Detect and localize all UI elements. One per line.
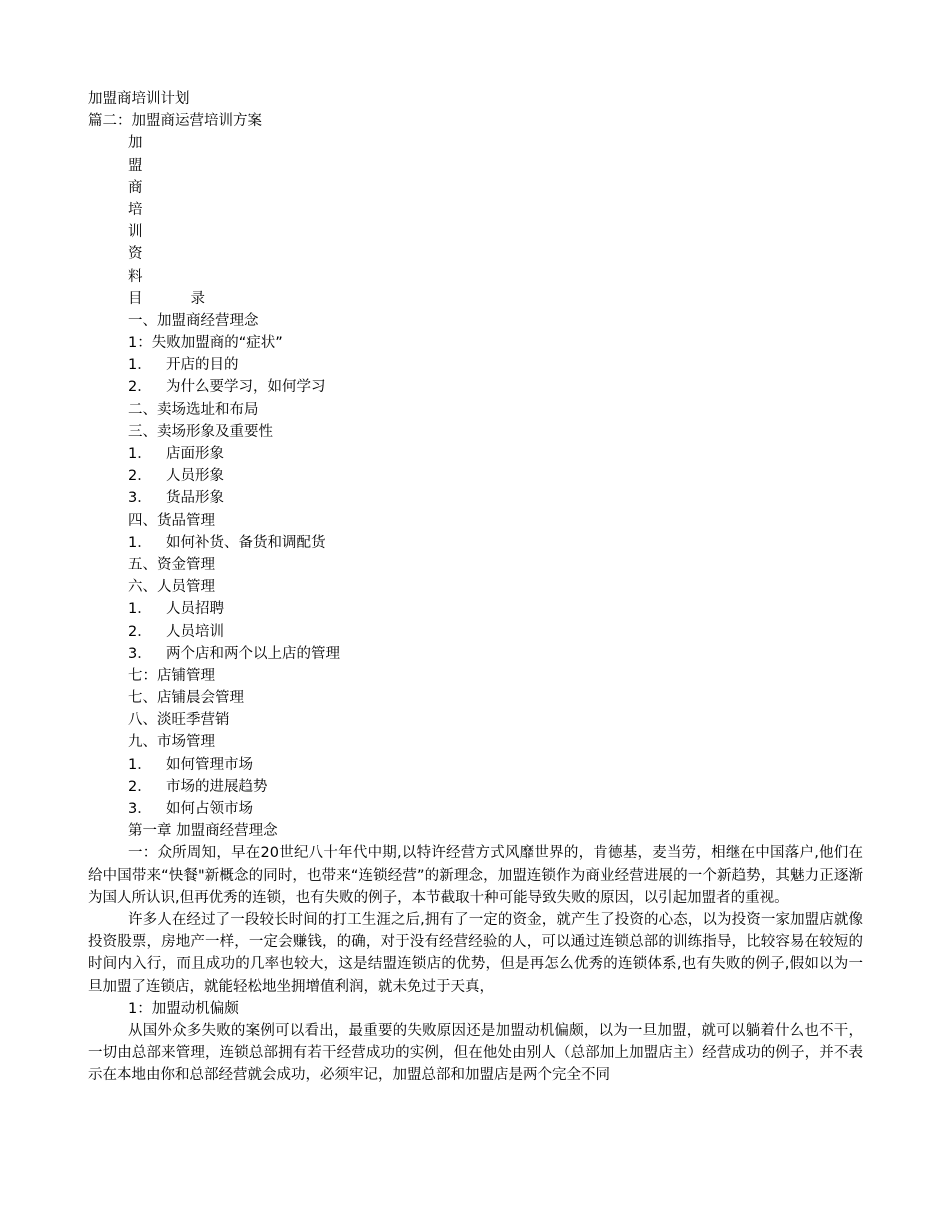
document-subtitle: 篇二：加盟商运营培训方案 <box>88 113 262 130</box>
toc-item <box>88 465 863 487</box>
toc-item-label: 1：失败加盟商的“症状” <box>128 335 283 352</box>
vertical-char: 加 <box>128 135 143 152</box>
toc-item-label: 如何占领市场 <box>166 801 253 817</box>
toc-item-label: 二、卖场选址和布局 <box>128 401 259 418</box>
toc-item-label: 六、人员管理 <box>128 579 215 596</box>
toc-item-label: 八、淡旺季营销 <box>128 712 230 729</box>
toc-item-label: 为什么要学习，如何学习 <box>166 379 326 396</box>
toc-item-label: 人员招聘 <box>166 601 224 618</box>
toc-item <box>88 421 863 443</box>
toc-item-number: 1． <box>128 601 152 618</box>
toc-item-label: 店面形象 <box>166 446 224 462</box>
toc-heading-left: 目 <box>128 290 143 307</box>
toc-item-number: 3． <box>128 490 152 507</box>
toc-item <box>88 310 863 332</box>
toc-item <box>88 621 863 643</box>
toc-item <box>88 376 863 398</box>
toc-item-label: 市场的进展趋势 <box>166 778 268 795</box>
toc-heading <box>88 288 863 310</box>
toc-item-number: 2． <box>128 778 152 795</box>
vertical-char: 料 <box>128 268 143 285</box>
toc-item <box>88 776 863 798</box>
toc-item <box>88 576 863 598</box>
vertical-char: 盟 <box>128 157 143 174</box>
toc-item-label: 一、加盟商经营理念 <box>128 312 259 329</box>
toc-item-number: 3． <box>128 645 152 662</box>
toc-item-label: 三、卖场形象及重要性 <box>128 423 273 440</box>
toc-item-label: 九、市场管理 <box>128 734 215 751</box>
toc-item <box>88 709 863 731</box>
body-paragraph: 一：众所周知，早在20世纪八十年代中期,以特许经营方式风靡世界的，肯德基，麦当劳，相继在中国落户,他们在给中国带来“快餐"新概念的同时，也带来“连锁经营”的新理念，加盟连锁作为商业经营进展的一个新趋势，其魅力正逐渐为国人所认识,但再优秀的连锁，也有失败的例子，本节截取十种可能导致失败的原因，以引起加盟者的重视。 <box>88 845 863 906</box>
toc-item <box>88 754 863 776</box>
toc-item-number: 1． <box>128 756 152 773</box>
toc-item-number: 2． <box>128 623 152 640</box>
toc-item-label: 开店的目的 <box>166 357 239 374</box>
toc-item <box>88 399 863 421</box>
toc-item <box>88 598 863 620</box>
vertical-title <box>88 132 863 287</box>
toc-item-number: 3． <box>128 801 152 817</box>
toc-item-label: 七：店铺管理 <box>128 667 215 684</box>
toc-item-number: 2． <box>128 468 152 485</box>
document-title: 加盟商培训计划 <box>88 91 190 107</box>
toc-item <box>88 443 863 465</box>
toc-item-number: 1． <box>128 357 152 374</box>
table-of-contents <box>88 310 863 820</box>
toc-item <box>88 731 863 753</box>
toc-item-label: 如何补货、备货和调配货 <box>166 534 326 551</box>
toc-item-label: 四、货品管理 <box>128 512 215 529</box>
toc-item-number: 2． <box>128 379 152 396</box>
section-heading: 1：加盟动机偏颇 <box>128 1000 239 1017</box>
toc-heading-right: 录 <box>190 290 205 307</box>
toc-item-label: 五、资金管理 <box>128 556 215 573</box>
toc-item <box>88 798 863 820</box>
toc-item <box>88 554 863 576</box>
toc-item <box>88 532 863 554</box>
toc-item <box>88 510 863 532</box>
vertical-char: 资 <box>128 246 143 263</box>
toc-item-label: 如何管理市场 <box>166 756 253 773</box>
toc-item <box>88 687 863 709</box>
vertical-char: 训 <box>128 224 143 241</box>
toc-item-label: 七、店铺晨会管理 <box>128 690 244 707</box>
toc-item <box>88 487 863 509</box>
toc-item-label: 货品形象 <box>166 490 224 507</box>
toc-item-label: 人员形象 <box>166 468 224 485</box>
toc-item-label: 人员培训 <box>166 623 224 640</box>
toc-item-label: 两个店和两个以上店的管理 <box>166 645 340 662</box>
toc-item <box>88 665 863 687</box>
toc-item <box>88 332 863 354</box>
toc-item-number: 1． <box>128 534 152 551</box>
vertical-char: 商 <box>128 179 143 196</box>
toc-item-number: 1． <box>128 446 152 462</box>
vertical-char: 培 <box>128 201 143 218</box>
document-page <box>88 88 863 1087</box>
chapter-heading: 第一章 加盟商经营理念 <box>128 823 278 840</box>
toc-item <box>88 643 863 665</box>
body-paragraph: 许多人在经过了一段较长时间的打工生涯之后,拥有了一定的资金，就产生了投资的心态，以为投资一家加盟店就像投资股票，房地产一样，一定会赚钱，的确，对于没有经营经验的人，可以通过连锁总部的训练指导，比较容易在较短的时间内入行，而且成功的几率也较大，这是结盟连锁店的优势，但是再怎么优秀的连锁体系,也有失败的例子,假如以为一旦加盟了连锁店，就能轻松地坐拥增值利润，就未免过于天真， <box>88 911 863 995</box>
toc-item <box>88 354 863 376</box>
body-paragraph: 从国外众多失败的案例可以看出，最重要的失败原因还是加盟动机偏颇，以为一旦加盟，就可以躺着什么也不干，一切由总部来管理，连锁总部拥有若干经营成功的实例，但在他处由别人（总部加上加盟店主）经营成功的例子，并不表示在本地由你和总部经营就会成功，必须牢记，加盟总部和加盟店是两个完全不同 <box>88 1022 863 1084</box>
